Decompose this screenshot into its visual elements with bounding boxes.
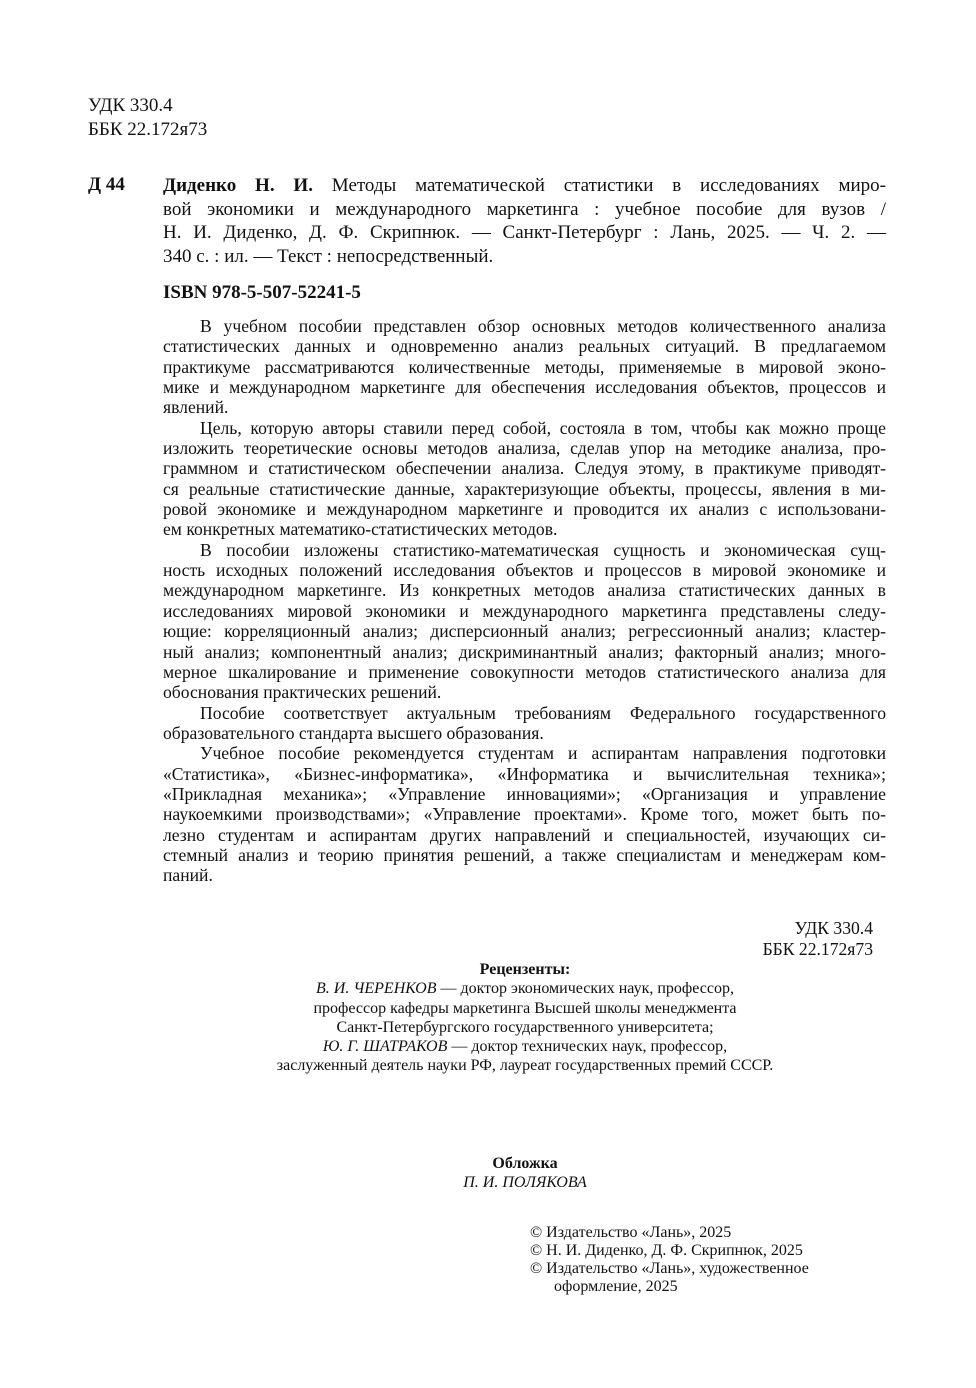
annotation-paragraph	[163, 540, 886, 703]
text-line: граммном и статистическом обеспечении анализа. Следуя этому, в практикуме приводят-	[163, 458, 886, 479]
text-line: практикуме рассматриваются количественные методы, применяемые в мировой эконо-	[163, 356, 886, 377]
reviewer-2-line: заслуженный деятель науки РФ, лауреат государственных премий СССР.	[276, 1057, 774, 1075]
reviewer-1-line: Санкт-Петербургского государственного университета;	[336, 1018, 714, 1036]
text-line: ся реальные статистические данные, характеризующие объекты, процессы, явления в ми-	[163, 478, 886, 499]
bib-line: вой экономики и международного маркетинга : учебное пособие для вузов /	[163, 198, 886, 220]
bibliographic-description	[163, 174, 886, 268]
reviewer-name: В. И. ЧЕРЕНКОВ	[316, 980, 437, 998]
classification-index	[88, 94, 207, 142]
text-line: явлений.	[163, 397, 229, 418]
text-line: мике и международном маркетинге для обеспечения исследования объектов, процессов и	[163, 377, 886, 398]
text-line: ный анализ; компонентный анализ; дискриминантный анализ; факторный анализ; много-	[163, 641, 886, 662]
text-line: паний.	[163, 865, 213, 886]
isbn: ISBN 978-5-507-52241-5	[163, 282, 361, 303]
annotation-paragraph	[163, 316, 886, 418]
text-line: образовательного стандарта высшего образования.	[163, 722, 544, 743]
annotation-paragraph	[163, 743, 886, 885]
text-line: «Статистика», «Бизнес-информатика», «Информатика и вычислительная техника»;	[163, 763, 886, 784]
cover-designer: П. И. ПОЛЯКОВА	[463, 1174, 587, 1191]
classification-index-bottom	[763, 918, 873, 960]
text-line: исследованиях мировой экономики и международного маркетинга представлены следу-	[163, 600, 886, 621]
text-line: Учебное пособие рекомендуется студентам и аспирантам направления подготовки	[200, 743, 886, 764]
reviewers-heading: Рецензенты:	[479, 961, 571, 978]
text-line: ем конкретных математико-статистических методов.	[163, 519, 558, 540]
text-line: обоснования практических решений.	[163, 682, 442, 703]
reviewer-title: — доктор экономических наук, профессор,	[436, 980, 734, 998]
text-line: мерное шкалирование и применение совокупности методов статистического анализа для	[163, 661, 886, 682]
text-line: ровой экономике и международном маркетинге и проводится их анализ с использовани-	[163, 499, 886, 520]
text-line: наукоемкими производствами»; «Управление проектами». Кроме того, может быть по-	[163, 804, 886, 825]
text-line: международном маркетинге. Из конкретных методов анализа статистических данных в	[163, 580, 886, 601]
bbk-code: ББК 22.172я73	[88, 119, 208, 140]
bib-line: Н. И. Диденко, Д. Ф. Скрипнюк. — Санкт-Петербург : Лань, 2025. — Ч. 2. —	[163, 222, 886, 243]
text-line: Пособие соответствует актуальным требованиям Федерального государственного	[200, 702, 886, 723]
text-line: В учебном пособии представлен обзор основных методов количественного анализа	[200, 316, 886, 336]
text-line: стемный анализ и теорию принятия решений, а также специалистам и менеджерам ком-	[163, 844, 886, 865]
text-line: лезно студентам и аспирантам других направлений и специальностей, изучающих си-	[163, 824, 886, 845]
copyright-line: © Издательство «Лань», художественное	[530, 1260, 809, 1277]
author-mark: Д 44	[88, 174, 125, 195]
annotation-paragraph	[163, 418, 886, 540]
cover-credit	[0, 1154, 976, 1192]
bib-line-text: Методы математической статистики в исследованиях миро-	[312, 175, 886, 196]
text-line: ность исходных положений исследования объектов и процессов в мировой экономике и	[163, 560, 886, 581]
bbk-code: ББК 22.172я73	[762, 939, 873, 959]
reviewer-1-line: профессор кафедры маркетинга Высшей школы менеджмента	[313, 999, 737, 1017]
bib-author: Диденко Н. И.	[163, 175, 313, 196]
reviewer-name: Ю. Г. ШАТРАКОВ	[322, 1038, 448, 1056]
text-line: ющие: корреляционный анализ; дисперсионный анализ; регрессионный анализ; кластер-	[163, 621, 886, 642]
udk-code: УДК 330.4	[88, 95, 173, 116]
copyright-line: © Н. И. Диденко, Д. Ф. Скрипнюк, 2025	[530, 1242, 803, 1259]
bib-line	[163, 174, 886, 198]
annotation-paragraph	[163, 703, 886, 744]
text-line: В пособии изложены статистико-математическая сущность и экономическая сущ-	[200, 539, 886, 560]
text-line: изложить теоретические основы методов анализа, сделав упор на методике анализа, про-	[163, 438, 886, 459]
bib-line: 340 с. : ил. — Текст : непосредственный.	[163, 245, 494, 267]
udk-code: УДК 330.4	[794, 918, 873, 938]
reviewers	[0, 960, 976, 1076]
reviewer-1	[0, 979, 976, 998]
copyright	[530, 1224, 809, 1296]
reviewer-2	[0, 1037, 976, 1056]
text-line: Цель, которую авторы ставили перед собой, состояла в том, чтобы как можно проще	[200, 417, 886, 438]
cover-heading: Обложка	[492, 1155, 558, 1172]
copyright-line: © Издательство «Лань», 2025	[530, 1224, 732, 1241]
reviewer-title: — доктор технических наук, профессор,	[447, 1038, 728, 1056]
text-line: «Прикладная механика»; «Управление инновациями»; «Организация и управление	[163, 783, 886, 804]
copyright-line: оформление, 2025	[554, 1278, 678, 1295]
text-line: статистических данных и одновременно анализ реальных ситуаций. В предлагаемом	[163, 336, 886, 357]
annotation	[163, 316, 886, 886]
